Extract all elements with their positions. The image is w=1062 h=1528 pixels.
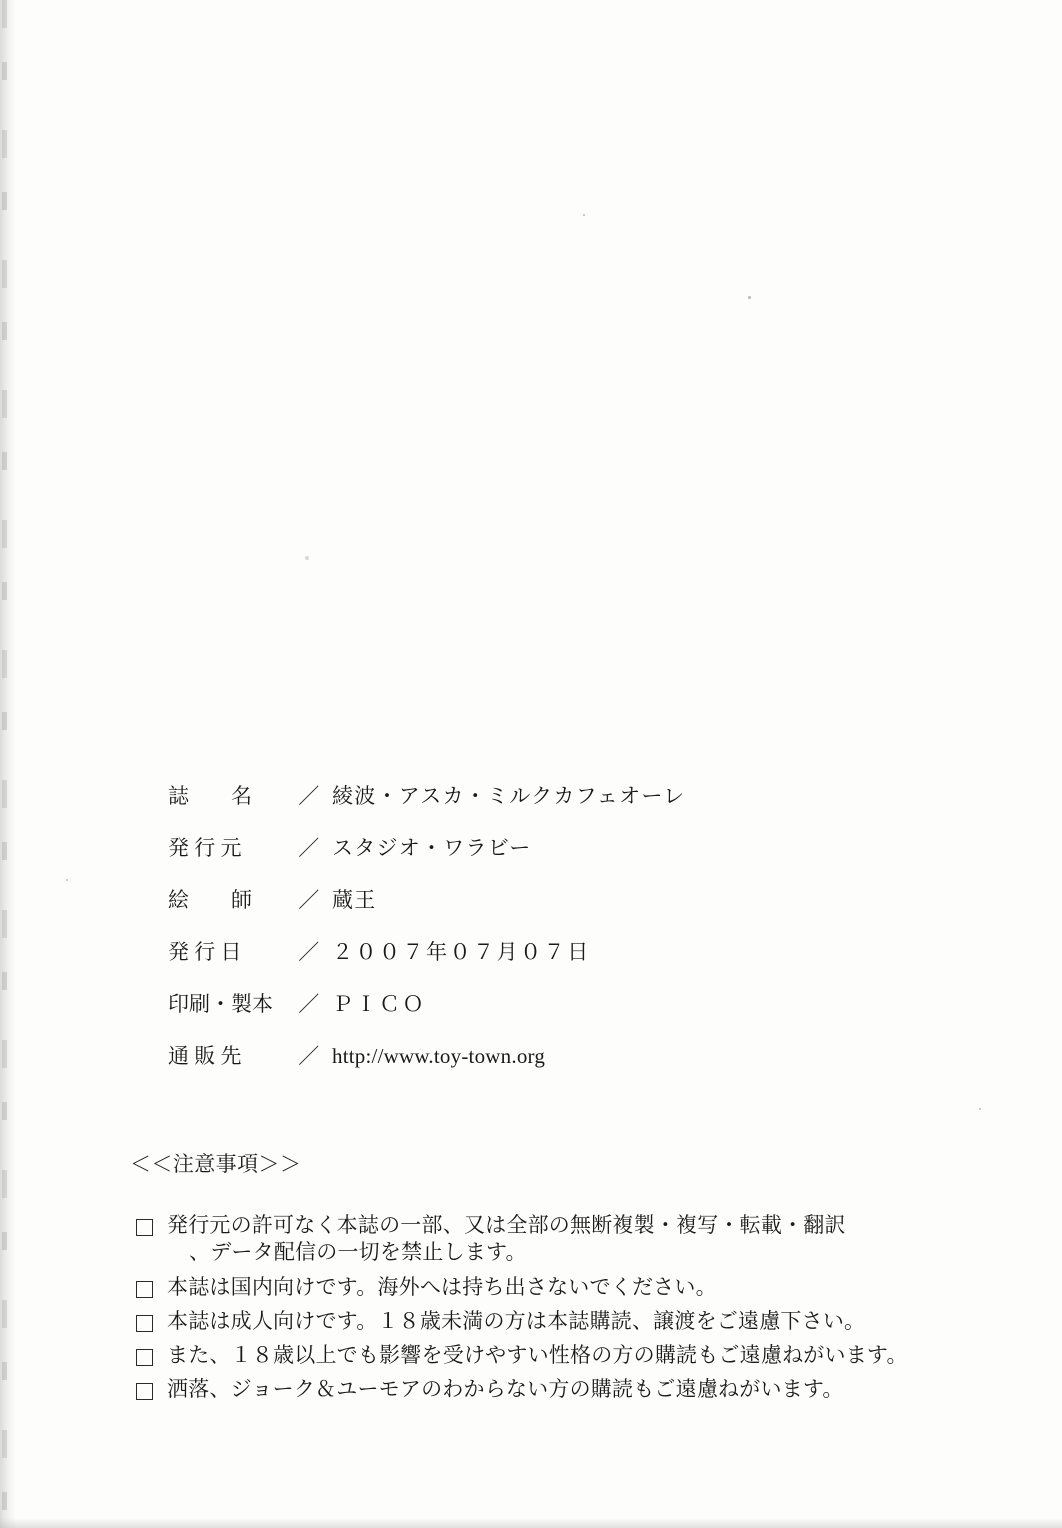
checkbox-icon [136, 1219, 153, 1236]
colophon-row [168, 1040, 928, 1070]
list-item [130, 1376, 970, 1403]
paper-speck [583, 214, 585, 216]
colophon-row [168, 988, 928, 1018]
colophon-value-printing: ＰＩＣＯ [332, 992, 427, 1016]
notice-item-main: 発行元の許可なく本誌の一部、又は全部の無断複製・複写・転載・翻訳 [167, 1213, 846, 1237]
colophon-separator: ／ [298, 992, 320, 1016]
colophon-label-publisher: 発 行 元 [168, 836, 242, 860]
colophon-separator: ／ [298, 1044, 320, 1068]
list-item [130, 1212, 970, 1267]
colophon-label-artist: 絵 師 [168, 888, 252, 912]
colophon-separator: ／ [298, 888, 320, 912]
paper-speck [979, 1108, 981, 1110]
colophon-value-title: 綾波・アスカ・ミルクカフェオーレ [332, 784, 686, 808]
paper-speck [305, 556, 309, 560]
colophon-row [168, 780, 928, 810]
colophon-separator: ／ [298, 784, 320, 808]
paper-speck [66, 879, 68, 881]
notice-block [130, 1148, 970, 1411]
colophon-row [168, 832, 928, 862]
notice-item-text [167, 1212, 970, 1267]
list-item [130, 1342, 970, 1369]
colophon-separator: ／ [298, 836, 320, 860]
scan-edge-bottom [0, 1518, 1062, 1528]
list-item [130, 1308, 970, 1335]
scan-edge-left [0, 0, 16, 1528]
notice-item-text: 洒落、ジョーク＆ユーモアのわからない方の購読もご遠慮ねがいます。 [167, 1377, 844, 1402]
colophon-value-artist: 蔵王 [332, 888, 377, 912]
checkbox-icon [136, 1383, 153, 1400]
colophon-label-mailorder: 通 販 先 [168, 1044, 242, 1068]
checkbox-icon [136, 1315, 153, 1332]
notice-item-continuation: 、データ配信の一切を禁止します。 [189, 1240, 527, 1265]
notice-heading: ＜＜注意事項＞＞ [130, 1152, 302, 1176]
colophon-separator: ／ [298, 940, 320, 964]
colophon-label-title: 誌 名 [168, 784, 252, 808]
notice-item-text: 本誌は成人向けです。１８歳未満の方は本誌購読、譲渡をご遠慮下さい。 [167, 1308, 866, 1333]
notice-item-text: また、１８歳以上でも影響を受けやすい性格の方の購読もご遠慮ねがいます。 [167, 1343, 908, 1368]
colophon-row [168, 884, 928, 914]
colophon-row [168, 936, 928, 966]
colophon-label-printing: 印刷・製本 [168, 992, 273, 1016]
colophon-value-mailorder-url[interactable]: http://www.toy-town.org [332, 1044, 546, 1068]
colophon-label-date: 発 行 日 [168, 940, 242, 964]
colophon-value-date: ２００７年０７月０７日 [332, 940, 591, 964]
checkbox-icon [136, 1349, 153, 1366]
paper-speck [748, 296, 751, 299]
list-item [130, 1274, 970, 1301]
colophon-value-publisher: スタジオ・ワラビー [332, 836, 532, 860]
checkbox-icon [136, 1281, 153, 1298]
colophon-block [168, 780, 928, 1092]
notice-item-text: 本誌は国内向けです。海外へは持ち出さないでください。 [167, 1274, 717, 1299]
